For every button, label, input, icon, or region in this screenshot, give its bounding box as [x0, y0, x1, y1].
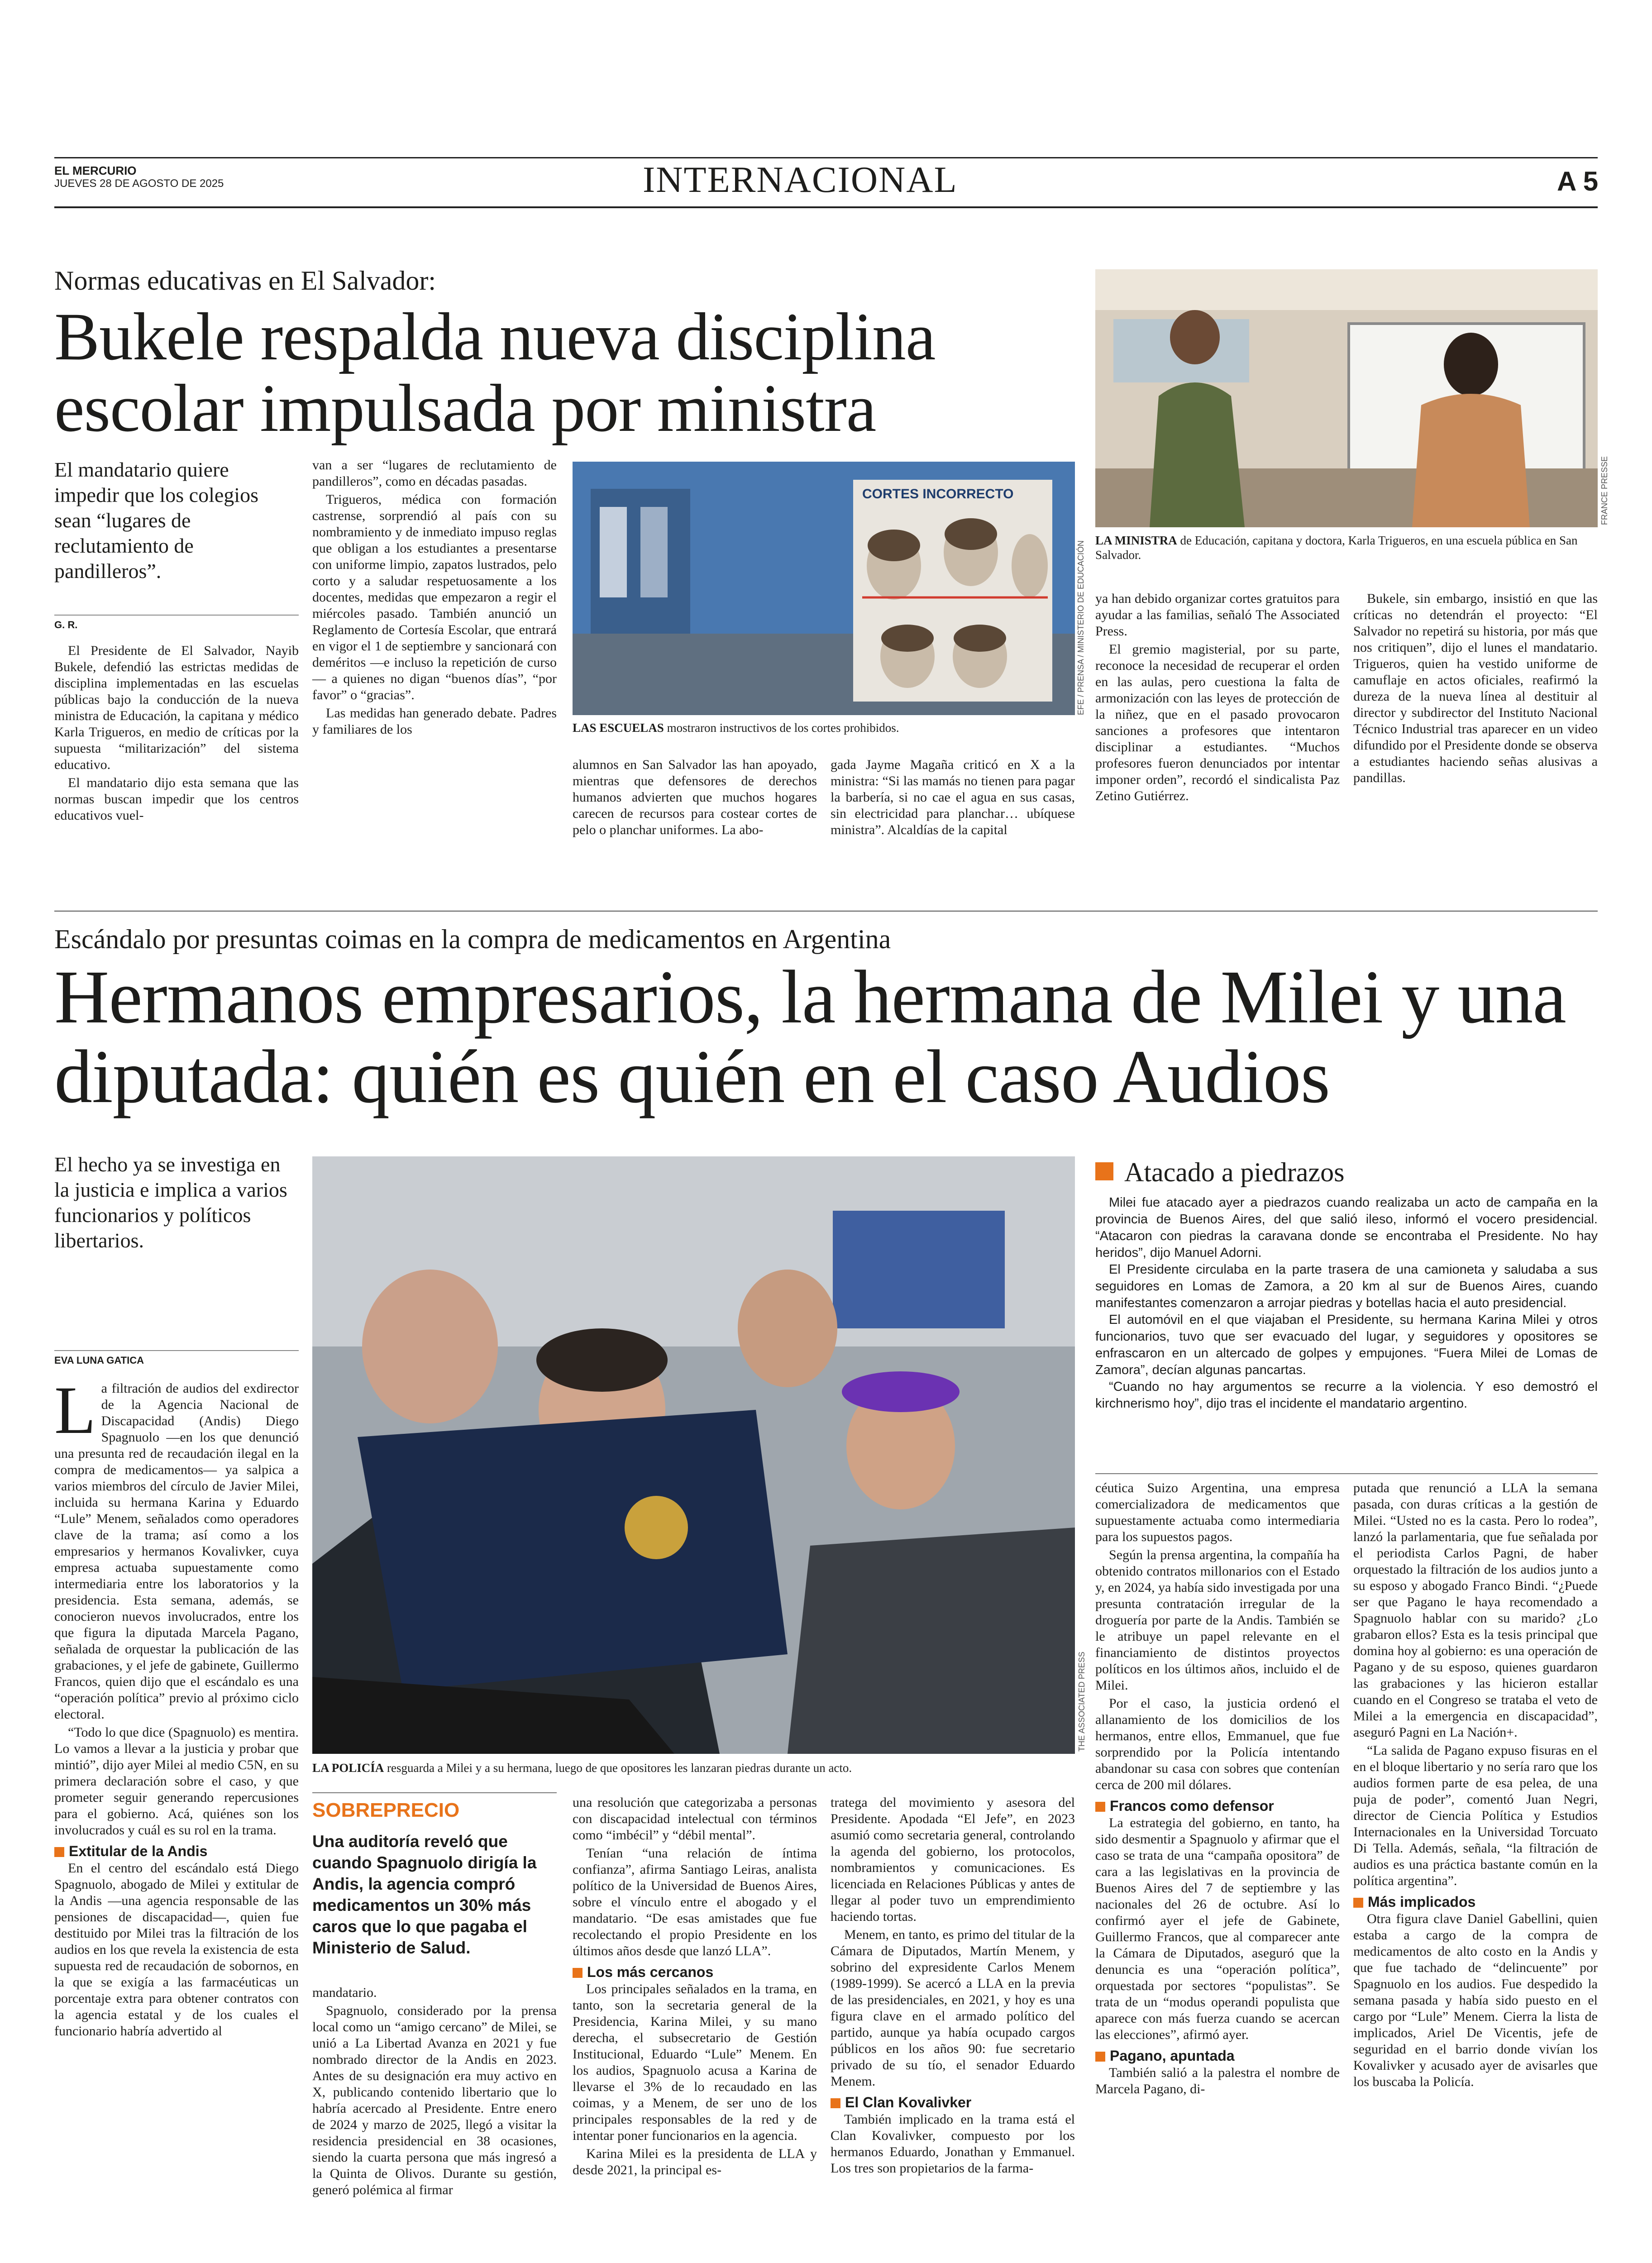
paragraph: El Presidente de El Salvador, Nayib Bukele, defendió las estrictas medidas de disciplina implementadas en las escuelas públicas bajo la conducción de la nueva ministra de Educación, la capitana y médico Karla Trigueros, en medio de críticas por la supuesta “militarización” del sistema educativo.: [54, 643, 299, 772]
paragraph: En el centro del escándalo está Diego Spagnuolo, abogado de Milei y extitular de la Andis —una agencia responsable de las pensiones de discapacidad—, quien fue destituido por Milei tras la filtración de los audios en los que revela la existencia de esta supuesta red de recaudación de sobornos, en la que se exigía a las farmacéuticas un porcentaje extra para obtener contratos con la agencia estatal y de los cuales el funcionario habría advertido al: [54, 1861, 299, 2039]
story1-col3: [573, 757, 817, 840]
paragraph: Otra figura clave Daniel Gabellini, quien estaba a cargo de la compra de medicamentos de alto costo en la Andis y que fue tachado de “delincuente” por Spagnuolo en los audios. Fue despedido la semana pasada y había sido puesto en el cargo por “Lule” Menem. Cierra la lista de implicados, Ariel De Vicentis, jefe de seguridad en el barrio donde vivían los Kovalivker y acusado ayer de avisarles que los buscaba la Policía.: [1353, 1911, 1598, 2089]
caption-lead: LA POLICÍA: [312, 1761, 384, 1775]
paragraph: También implicado en la trama está el Clan Kovalivker, compuesto por los hermanos Eduardo, Jonathan y Emmanuel. Los tres son propietarios de la farma-: [831, 2112, 1075, 2176]
story2-byline-rule: [54, 1350, 299, 1351]
sidebar-rule: [1095, 1473, 1598, 1474]
sidebar-box: [1095, 1156, 1598, 1412]
story2-col6: [1353, 1480, 1598, 2092]
story2-kicker: Escándalo por presuntas coimas en la compra de medicamentos en Argentina: [54, 924, 891, 954]
story1-kicker: Normas educativas en El Salvador:: [54, 266, 436, 296]
story1-col6: [1353, 591, 1598, 788]
paragraph: mandatario.: [312, 1985, 377, 2000]
subhead: [573, 1964, 817, 1980]
story2-col5: [1095, 1480, 1340, 2099]
drop-cap: L: [54, 1373, 96, 1448]
subhead: [1353, 1894, 1598, 1910]
story2-col1: [54, 1373, 299, 2041]
paragraph: Milei fue atacado ayer a piedrazos cuando realizaba un acto de campaña en la provincia de Buenos Aires, del que salió ileso, informó el vocero presidencial. “Atacaron con piedras la caravana donde se encontraba el Presidente. No hay heridos”, dijo Manuel Adorni.: [1095, 1195, 1598, 1260]
paragraph: alumnos en San Salvador las han apoyado, mientras que defensores de derechos humanos advierten que muchos hogares carecen de recursos para costear cortes de pelo o planchar uniformes. La abo-: [573, 757, 817, 837]
subhead-text: Extitular de la Andis: [69, 1843, 208, 1859]
subhead-text: El Clan Kovalivker: [845, 2094, 972, 2110]
photo-credit: THE ASSOCIATED PRESS: [1077, 1652, 1086, 1752]
crowd-illustration: [312, 1156, 1075, 1754]
subhead: [1095, 2048, 1340, 2064]
section-divider: [54, 911, 1598, 912]
paragraph: a filtración de audios del exdirector de la Agencia Nacional de Discapacidad (Andis) Diego Spagnuolo —en los que denunció una presunta red de recaudación ilegal en la compra de medicamentos— ya salpica a varios miembros del círculo de Javier Milei, incluida su hermana Karina y Eduardo “Lule” Menem, señalados como operadores clave de la trama; así como a los empresarios y hermanos Kovalivker, cuya empresa actuaba supuestamente como intermediaria entre los laboratorios y la presidencia. Esta semana, además, se conocieron nuevos involucrados, entre los que figura la diputada Marcela Pagano, señalada de orquestar la publicación de las grabaciones, y el jefe de gabinete, Guillermo Francos, quien dijo que el escándalo es una “operación política” previo al próximo ciclo electoral.: [54, 1381, 299, 1722]
subhead-text: Pagano, apuntada: [1110, 2048, 1235, 2064]
story1-byline-rule: [54, 615, 299, 616]
paragraph: Bukele, sin embargo, insistió en que las críticas no detendrán el proyecto: “El Salvador no repetirá su historia, por más que nos critiquen”, dijo el lunes el mandatario. Trigueros, quien ha vestido uniforme de camuflaje en actos oficiales, reafirmó la dureza de la nueva línea al destituir al director y subdirector del Instituto Nacional Técnico Industrial tras aparecer en un video difundido por el Presidente donde se observa a estudiantes haciendo señas alusivas a pandillas.: [1353, 591, 1598, 785]
story1-photo2-caption: [1095, 533, 1598, 562]
paragraph: van a ser “lugares de reclutamiento de pandilleros”, como en décadas pasadas.: [312, 458, 557, 489]
paragraph: Los principales señalados en la trama, en tanto, son la secretaria general de la Presidencia, Karina Milei, y su mano derecha, el subsecretario de Gestión Institucional, Eduardo “Lule” Menem. En los audios, Spagnuolo acusa a Karina de llevarse el 3% de lo recaudado en las coimas, y a Menem, de ser uno de los principales responsables de la red y de intentar poner funcionarios en la agencia.: [573, 1981, 817, 2143]
orange-square-icon: [54, 1847, 64, 1857]
header-rule-bottom: [54, 206, 1598, 208]
paragraph: También salió a la palestra el nombre de Marcela Pagano, di-: [1095, 2065, 1340, 2096]
paragraph: “La salida de Pagano expuso fisuras en el en el bloque libertario y no sería raro que los audios formen parte de esa pelea, de una puja de poder”, comentó Juan Negri, director de Ciencia Política y Estudios Internacionales en la Universidad Torcuato Di Tella. Además, señala, “la filtración de audios es una práctica bastante común en la política argentina”.: [1353, 1743, 1598, 1888]
paragraph: una resolución que categorizaba a personas con discapacidad intelectual con términos como “imbécil” y “débil mental”.: [573, 1795, 817, 1843]
story2-lede: El hecho ya se investiga en la justicia e implica a varios funcionarios y políticos libertarios.: [54, 1153, 287, 1252]
paragraph: “Cuando no hay argumentos se recurre a la violencia. Y eso demostró el kirchnerismo hoy”, dijo tras el incidente el mandatario argentino.: [1095, 1380, 1598, 1411]
story2-headline: Hermanos empresarios, la hermana de Milei y una diputada: quién es quién en el caso Audios: [54, 955, 1566, 1119]
caption-text: resguarda a Milei y a su hermana, luego de que opositores les lanzaran piedras durante un acto.: [384, 1761, 852, 1775]
paragraph: Trigueros, médica con formación castrense, sorprendió al país con su nombramiento y de inmediato impuso reglas que obligan a los estudiantes a presentarse con uniforme limpio, zapatos lustrados, pelo corto y a saludar respetuosamente a los docentes, medidas que empezaron a regir el miércoles pasado. También anunció un Reglamento de Cortesía Escolar, que entrará en vigor el 1 de septiembre y sancionará con deméritos —e incluso la repetición de curso— a quienes no digan “buenos días”, “por favor” o “gracias”.: [312, 492, 557, 702]
section-title: INTERNACIONAL: [643, 159, 958, 200]
orange-square-icon: [1095, 1802, 1105, 1812]
sobreprecio-text: Una auditoría reveló que cuando Spagnuolo dirigía la Andis, la agencia compró medicamentos un 30% más caros que lo que pagaba el Ministerio de Salud.: [312, 1832, 537, 1957]
paragraph: El Presidente circulaba en la parte trasera de una camioneta y saludaba a sus seguidores en Lomas de Zamora, a 20 km al sur de Buenos Aires, cuando manifestantes comenzaron a arrojar piedras y botellas hacia el auto presidencial.: [1095, 1262, 1598, 1310]
orange-square-icon: [1095, 1162, 1113, 1180]
caption-text: de Educación, capitana y doctora, Karla Trigueros, en una escuela pública en San Salvador.: [1095, 534, 1578, 562]
sobreprecio-label: SOBREPRECIO: [312, 1799, 460, 1821]
paragraph: Karina Milei es la presidenta de LLA y desde 2021, la principal es-: [573, 2146, 817, 2177]
classroom-illustration: [1095, 269, 1598, 527]
subhead: [54, 1843, 299, 1859]
story1-byline: G. R.: [54, 619, 78, 630]
paragraph: Spagnuolo, considerado por la prensa local como un “amigo cercano” de Milei, se unió a La Libertad Avanza en 2021 y fue nombrado director de la Andis en 2023. Antes de su designación era muy activo en X, publicando contenido libertario que lo habría acercado al Presidente. Entre enero de 2024 y marzo de 2025, llegó a visitar la residencia presidencial en 38 ocasiones, siendo la cuarta persona que más ingresó a la Quinta de Olivos. Durante su gestión, generó polémica al firmar: [312, 2003, 557, 2197]
story1-col4: [831, 757, 1075, 840]
story1-col1: [54, 643, 299, 826]
paragraph: Las medidas han generado debate. Padres y familiares de los: [312, 706, 557, 737]
photo-credit: EFE / PRENSA / MINISTERIO DE EDUCACIÓN: [1076, 540, 1085, 715]
paragraph: tratega del movimiento y asesora del Presidente. Apodada “El Jefe”, en 2023 asumió como secretaria general, controlando la agenda del gobierno, los protocolos, nombramientos y comunicaciones. Es licenciada en Relaciones Públicas y antes de llegar al poder tuvo un emprendimiento haciendo tortas.: [831, 1795, 1075, 1924]
subhead-text: Francos como defensor: [1110, 1798, 1274, 1814]
subhead: [1095, 1798, 1340, 1814]
paragraph: Tenían “una relación de íntima confianza”, afirma Santiago Leiras, analista político de la Universidad de Buenos Aires, sobre el vínculo entre el abogado y el mandatario. “De esas amistades que fue recolectando el propio Presidente en los últimos años desde que lanzó LLA”.: [573, 1846, 817, 1958]
masthead: EL MERCURIO: [54, 164, 137, 177]
paragraph: “Todo lo que dice (Spagnuolo) es mentira. Lo vamos a llevar a la justicia y probar que mintió”, dijo ayer Milei al medio C5N, en su primera declaración sobre el caso, y que prometer seguir generando repercusiones para el gobierno. Acá, quiénes son los involucrados y cuál es su rol en la trama.: [54, 1725, 299, 1838]
story2-col3: [573, 1795, 817, 2180]
story1-photo1-caption: [573, 721, 1075, 735]
story2-col2: [312, 1985, 557, 2200]
story2-col4: [831, 1795, 1075, 2178]
paragraph: El automóvil en el que viajaban el Presidente, su hermana Karina Milei y otros funcionarios, tuvo que ser evacuado del lugar, y seguidores y opositores se enfrascaron en un altercado de golpes y empujones. “Fuera Milei de Lomas de Zamora”, decían algunas pancartas.: [1095, 1313, 1598, 1377]
story1-headline: Bukele respalda nueva disciplina escolar impulsada por ministra: [54, 299, 936, 446]
story2-photo-milei: [312, 1156, 1075, 1754]
paragraph: Según la prensa argentina, la compañía ha obtenido contratos millonarios con el Estado y, en 2024, ya había sido investigada por una presunta contratación irregular de la droguería por parte de la Andis. También se le atribuye un papel relevante en el financiamiento de distintos proyectos políticos en los últimos años, incluido el de Milei.: [1095, 1547, 1340, 1693]
issue-date: JUEVES 28 DE AGOSTO DE 2025: [54, 177, 224, 190]
paragraph: El mandatario dijo esta semana que las normas buscan impedir que los centros educativos vuel-: [54, 775, 299, 823]
orange-square-icon: [1353, 1898, 1363, 1908]
header-rule-top: [54, 157, 1598, 158]
story2-byline: EVA LUNA GATICA: [54, 1355, 144, 1366]
page-number: A 5: [1557, 166, 1599, 196]
sidebar-title: [1095, 1156, 1598, 1188]
caption-text: mostraron instructivos de los cortes prohibidos.: [664, 721, 899, 735]
sidebar-title-text: Atacado a piedrazos: [1124, 1157, 1345, 1187]
paragraph: gada Jayme Magaña criticó en X a la ministra: “Si las mamás no tienen para pagar la barbería, si no cae el agua en sus casas, sin electricidad para planchar… ubíquese ministra”. Alcaldías de la capital: [831, 757, 1075, 837]
paragraph: Por el caso, la justicia ordenó el allanamiento de los domicilios de los hermanos, entre ellos, Emmanuel, que fue sorprendido por la Policía intentando abandonar su casa con sobres que contenían cerca de 200 mil dólares.: [1095, 1696, 1340, 1792]
paragraph: El gremio magisterial, por su parte, reconoce la necesidad de recuperar el orden en las aulas, pero cuestiona la falta de armonización con las leyes de protección de la niñez, que en el pasado provocaron sanciones a profesores que intentaron disciplinar a estudiantes. “Muchos profesores fueron denunciados por intentar imponer orden”, recordó el sindicalista Paz Zetino Gutiérrez.: [1095, 642, 1340, 803]
paragraph: céutica Suizo Argentina, una empresa comercializadora de medicamentos que supuestamente actuaba como intermediaria para los supuestos pagos.: [1095, 1480, 1340, 1544]
subhead: [831, 2094, 1075, 2110]
story2-photo-caption: [312, 1761, 1075, 1775]
caption-lead: LA MINISTRA: [1095, 534, 1177, 547]
paragraph: Menem, en tanto, es primo del titular de la Cámara de Diputados, Martín Menem, y sobrino del expresidente Carlos Menem (1989-1999). Se acercó a LLA en la previa de las presidenciales, en 2021, y hoy es una figura clave en el armado político del partido, aunque ya había ocupado cargos públicos en los años 90: fue secretario privado de su tío, el senador Eduardo Menem.: [831, 1927, 1075, 2089]
orange-square-icon: [831, 2098, 840, 2108]
subhead-text: Más implicados: [1368, 1894, 1476, 1910]
caption-lead: LAS ESCUELAS: [573, 721, 664, 735]
photo-credit: FRANCE PRESSE: [1600, 456, 1609, 525]
photo-sign-text: CORTES INCORRECTO: [862, 487, 1014, 501]
story1-col5: [1095, 591, 1340, 806]
story1-photo-minister: [1095, 269, 1598, 527]
paragraph: putada que renunció a LLA la semana pasada, con duras críticas a la gestión de Milei. “Usted no es la casta. Pero lo rodea”, lanzó la parlamentaria, que fue señalada por el periodista Carlos Pagni, de haber orquestado la filtración de los audios junto a su esposo y abogado Franco Bindi. “¿Puede ser que Pagano le haya recomendado a Spagnuolo hablar con su marido? ¿Lo grabaron ellos? Esta es la tesis principal que domina hoy al gobierno: es una operación de Pagano y de su esposo, quienes guardaron las grabaciones y las hicieron estallar cuando en el Congreso se trataba el veto de Milei a la emergencia en discapacidad”, aseguró Pagni en La Nación+.: [1353, 1480, 1598, 1740]
story1-col2: [312, 457, 557, 740]
paragraph: ya han debido organizar cortes gratuitos para ayudar a las familias, señaló The Associated Press.: [1095, 591, 1340, 639]
box-rule: [312, 1792, 557, 1793]
orange-square-icon: [1095, 2052, 1105, 2062]
orange-square-icon: [573, 1968, 582, 1978]
story1-lede: El mandatario quiere impedir que los colegios sean “lugares de reclutamiento de pandilleros”.: [54, 458, 258, 582]
subhead-text: Los más cercanos: [587, 1964, 714, 1980]
paragraph: La estrategia del gobierno, en tanto, ha sido desmentir a Spagnuolo y afirmar que el caso se trata de una “campaña opositora” de cara a las legislativas en la provincia de Buenos Aires del 7 de septiembre y las nacionales del 26 de octubre. Así lo confirmó ayer el jefe de Gabinete, Guillermo Francos, que al comparecer ante la Cámara de Diputados, aseguró que la denuncia es una “operación política”, orquestada por sectores “populistas”. Se trata de un “modus operandi populista que aparece con más fuerza cuando se acercan las elecciones”, afirmó ayer.: [1095, 1815, 1340, 2042]
story1-photo-haircuts: [573, 462, 1075, 715]
